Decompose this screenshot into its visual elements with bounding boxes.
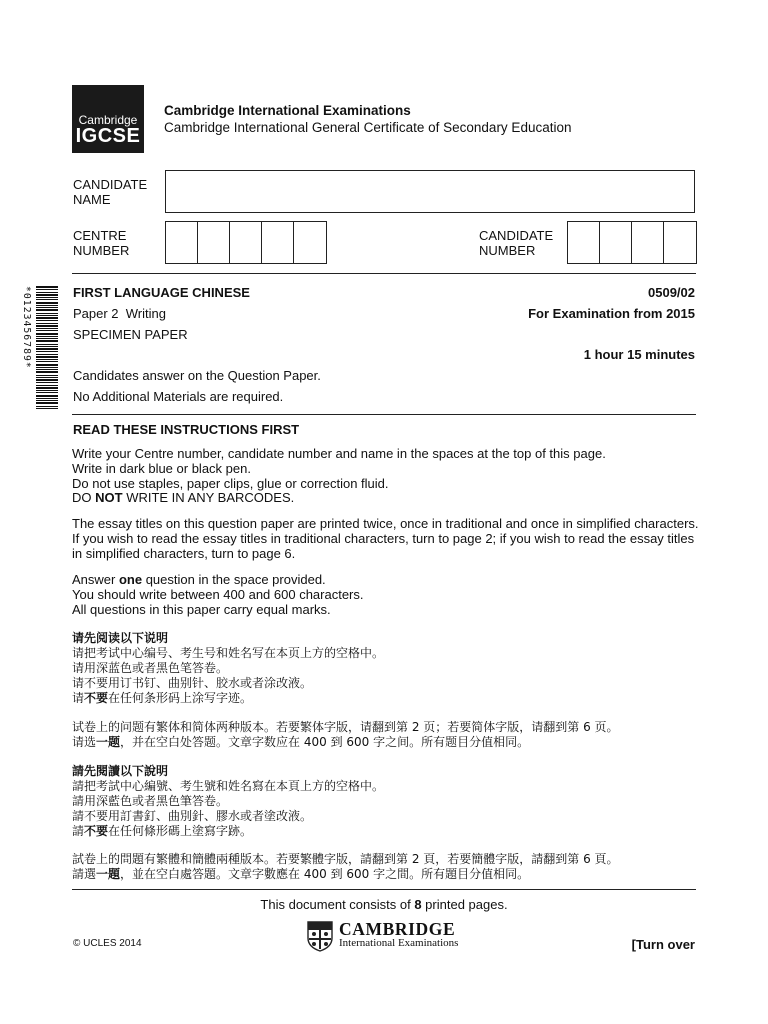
simplified-instructions <box>72 631 702 706</box>
barcode-stripe <box>36 371 58 373</box>
traditional-heading: 請先閱讀以下說明 <box>72 764 169 778</box>
divider <box>72 889 696 890</box>
barcode-stripe <box>36 307 58 308</box>
barcode-stripe <box>36 354 58 355</box>
label-line: NUMBER <box>73 243 130 258</box>
text-run: question in the space provided. <box>142 572 326 587</box>
barcode-stripe <box>36 400 58 401</box>
exam-from: For Examination from 2015 <box>528 306 695 321</box>
label-line: NAME <box>73 192 111 207</box>
cambridge-igcse-logo <box>72 85 144 153</box>
text-run: This document consists of <box>260 897 415 912</box>
barcode-stripe <box>36 395 58 397</box>
candidate-name-label <box>73 177 147 207</box>
barcode-stripe <box>36 289 58 290</box>
cambridge-sub-wordmark: International Examinations <box>339 937 459 949</box>
barcode-stripe <box>36 299 58 300</box>
paper-name: Paper 2 Writing <box>73 306 166 321</box>
barcode-stripe <box>36 292 58 293</box>
copyright: © UCLES 2014 <box>73 938 142 949</box>
barcode-stripe <box>36 379 58 381</box>
barcode-stripe <box>36 286 58 288</box>
instruction-line: in simplified characters, turn to page 6. <box>72 545 296 561</box>
barcode-stripe <box>36 361 58 362</box>
barcode-stripe <box>36 348 58 350</box>
instruction-line <box>72 735 702 750</box>
barcode-stripe <box>36 328 58 329</box>
instruction-line: If you wish to read the essay titles in traditional characters, turn to page 2; if you wish to read the essay titles <box>72 530 695 546</box>
exam-board-title: Cambridge International Examinations <box>164 103 411 118</box>
text-run: ，并在空白处答题。文章字数应在 400 到 600 字之间。所有题目分值相同。 <box>120 734 530 749</box>
candidate-number-field[interactable] <box>567 221 697 264</box>
divider <box>72 414 696 415</box>
label-line: CANDIDATE <box>479 228 554 243</box>
label-line: CENTRE <box>73 228 127 243</box>
centre-number-label <box>73 228 129 258</box>
barcode-stripe <box>36 315 58 316</box>
text-run: 请选 <box>72 734 97 749</box>
page-count-note <box>0 897 768 912</box>
text-run: 在任何条形码上涂写字迹。 <box>108 690 253 705</box>
simplified-notes <box>72 720 702 750</box>
barcode-stripe <box>36 330 58 331</box>
instruction-line: 请用深蓝色或者黑色笔答卷。 <box>72 660 229 675</box>
barcode-stripe <box>36 359 58 360</box>
emphasis: one <box>118 572 143 587</box>
digit-cell[interactable] <box>294 222 326 263</box>
instruction-line: Write your Centre number, candidate number and name in the spaces at the top of this page. <box>72 446 606 461</box>
digit-cell[interactable] <box>262 222 294 263</box>
traditional-notes <box>72 852 702 882</box>
barcode-stripe <box>36 356 58 358</box>
barcode-stripe <box>36 313 58 314</box>
turn-over-note: [Turn over <box>631 937 695 952</box>
label-line: NUMBER <box>479 243 536 258</box>
instruction-line: Write in dark blue or black pen. <box>72 460 251 476</box>
emphasis: 一题 <box>96 734 121 749</box>
barcode-graphic <box>18 284 60 414</box>
barcode-digits: *0123456789* <box>21 286 32 369</box>
digit-cell[interactable] <box>664 222 696 263</box>
instructions-heading: READ THESE INSTRUCTIONS FIRST <box>73 422 300 437</box>
barcode-stripe <box>36 344 58 345</box>
barcode-stripe <box>36 309 58 311</box>
emphasis: 不要 <box>84 823 109 838</box>
instruction-line <box>72 691 702 706</box>
logo-small-text: Cambridge <box>78 113 138 127</box>
digit-cell[interactable] <box>600 222 632 263</box>
instruction-line: All questions in this paper carry equal marks. <box>72 601 331 617</box>
barcode-stripe <box>36 367 58 368</box>
emphasis: 8 <box>414 897 422 912</box>
centre-number-field[interactable] <box>165 221 327 264</box>
barcode-stripe <box>36 302 58 304</box>
instruction-line: 請用深藍色或者黑色筆答卷。 <box>72 793 229 808</box>
instruction-line: 試卷上的問題有繁體和簡體兩種版本。若要繁體字版，請翻到第 2 頁，若要簡體字版，請翻到第 6 頁。 <box>72 852 619 866</box>
instruction-line: 请不要用订书钉、曲别针、胶水或者涂改液。 <box>72 675 313 690</box>
barcode-stripe <box>36 392 58 393</box>
barcode-stripe <box>36 325 58 327</box>
barcode-stripe <box>36 320 58 321</box>
instruction-line: 請不要用訂書釘、曲別針、膠水或者塗改液。 <box>72 808 313 823</box>
digit-cell[interactable] <box>166 222 198 263</box>
barcode <box>18 284 60 414</box>
instruction-line: 试卷上的问题有繁体和简体两种版本。若要繁体字版，请翻到第 2 页；若要简体字版，请翻到第 6 页。 <box>72 720 619 734</box>
divider <box>72 273 696 274</box>
instruction-line <box>72 491 702 506</box>
paper-code: 0509/02 <box>648 285 695 300</box>
barcode-stripe <box>36 375 58 376</box>
barcode-stripe <box>36 387 58 389</box>
instruction-line: The essay titles on this question paper are printed twice, once in traditional and once in simplified characters. <box>72 516 699 531</box>
certificate-title: Cambridge International General Certificate of Secondary Education <box>164 120 572 135</box>
barcode-stripe <box>36 382 58 383</box>
barcode-stripe <box>36 336 58 337</box>
label-line: CANDIDATE <box>73 177 148 192</box>
specimen-label: SPECIMEN PAPER <box>73 327 188 342</box>
candidate-number-label <box>479 228 553 258</box>
instruction-line <box>72 867 702 882</box>
instruction-line: 请把考试中心编号、考生号和姓名写在本页上方的空格中。 <box>72 645 385 660</box>
instruction-line <box>72 824 702 839</box>
barcode-stripe <box>36 351 58 352</box>
text-run: WRITE IN ANY BARCODES. <box>122 490 295 506</box>
digit-cell[interactable] <box>230 222 262 263</box>
instruction-line <box>72 573 702 588</box>
barcode-stripe <box>36 340 58 342</box>
barcode-stripe <box>36 297 58 298</box>
text-run: printed pages. <box>421 897 508 912</box>
instructions-block-1 <box>72 447 702 506</box>
text-run: ，並在空白處答題。文章字數應在 400 到 600 字之間。所有題目分值相同。 <box>120 866 530 881</box>
text-run: Answer <box>72 572 119 587</box>
logo-big-text: IGCSE <box>75 125 141 147</box>
text-run: 请 <box>72 690 85 705</box>
text-run: 在任何條形碼上塗寫字跡。 <box>108 823 253 838</box>
barcode-stripe <box>36 369 58 370</box>
barcode-stripe <box>36 317 58 319</box>
digit-cell[interactable] <box>198 222 230 263</box>
barcode-stripe <box>36 406 58 407</box>
instructions-block-2 <box>72 517 702 561</box>
barcode-stripe <box>36 305 58 306</box>
barcode-stripe <box>36 364 58 366</box>
instruction-line: 請把考試中心編號、考生號和姓名寫在本頁上方的空格中。 <box>72 778 385 793</box>
text-run: 請選 <box>72 866 97 881</box>
text-run: 請 <box>72 823 85 838</box>
barcode-stripe <box>36 377 58 378</box>
duration: 1 hour 15 minutes <box>583 347 695 362</box>
barcode-stripe <box>36 333 58 335</box>
digit-cell[interactable] <box>568 222 600 263</box>
barcode-stripe <box>36 390 58 391</box>
barcode-stripe <box>36 402 58 404</box>
barcode-stripe <box>36 338 58 339</box>
cambridge-wordmark: CAMBRIDGE <box>339 919 456 939</box>
barcode-stripe <box>36 294 58 296</box>
text-run: DO <box>72 490 96 506</box>
instruction-line: You should write between 400 and 600 characters. <box>72 586 364 602</box>
instructions-block-3 <box>72 573 702 617</box>
emphasis: 不要 <box>84 690 109 705</box>
materials-note: No Additional Materials are required. <box>73 389 284 404</box>
emphasis: NOT <box>95 490 123 506</box>
barcode-stripe <box>36 346 58 347</box>
answer-on-note: Candidates answer on the Question Paper. <box>73 368 321 383</box>
subject-title: FIRST LANGUAGE CHINESE <box>73 285 250 300</box>
barcode-stripe <box>36 385 58 386</box>
barcode-stripe <box>36 408 58 409</box>
barcode-stripe <box>36 323 58 324</box>
simplified-heading: 请先阅读以下说明 <box>72 631 169 645</box>
emphasis: 一題 <box>96 866 121 881</box>
instruction-line: Do not use staples, paper clips, glue or correction fluid. <box>72 475 389 491</box>
digit-cell[interactable] <box>632 222 664 263</box>
traditional-instructions <box>72 764 702 839</box>
candidate-name-field[interactable] <box>165 170 695 213</box>
barcode-stripe <box>36 398 58 399</box>
